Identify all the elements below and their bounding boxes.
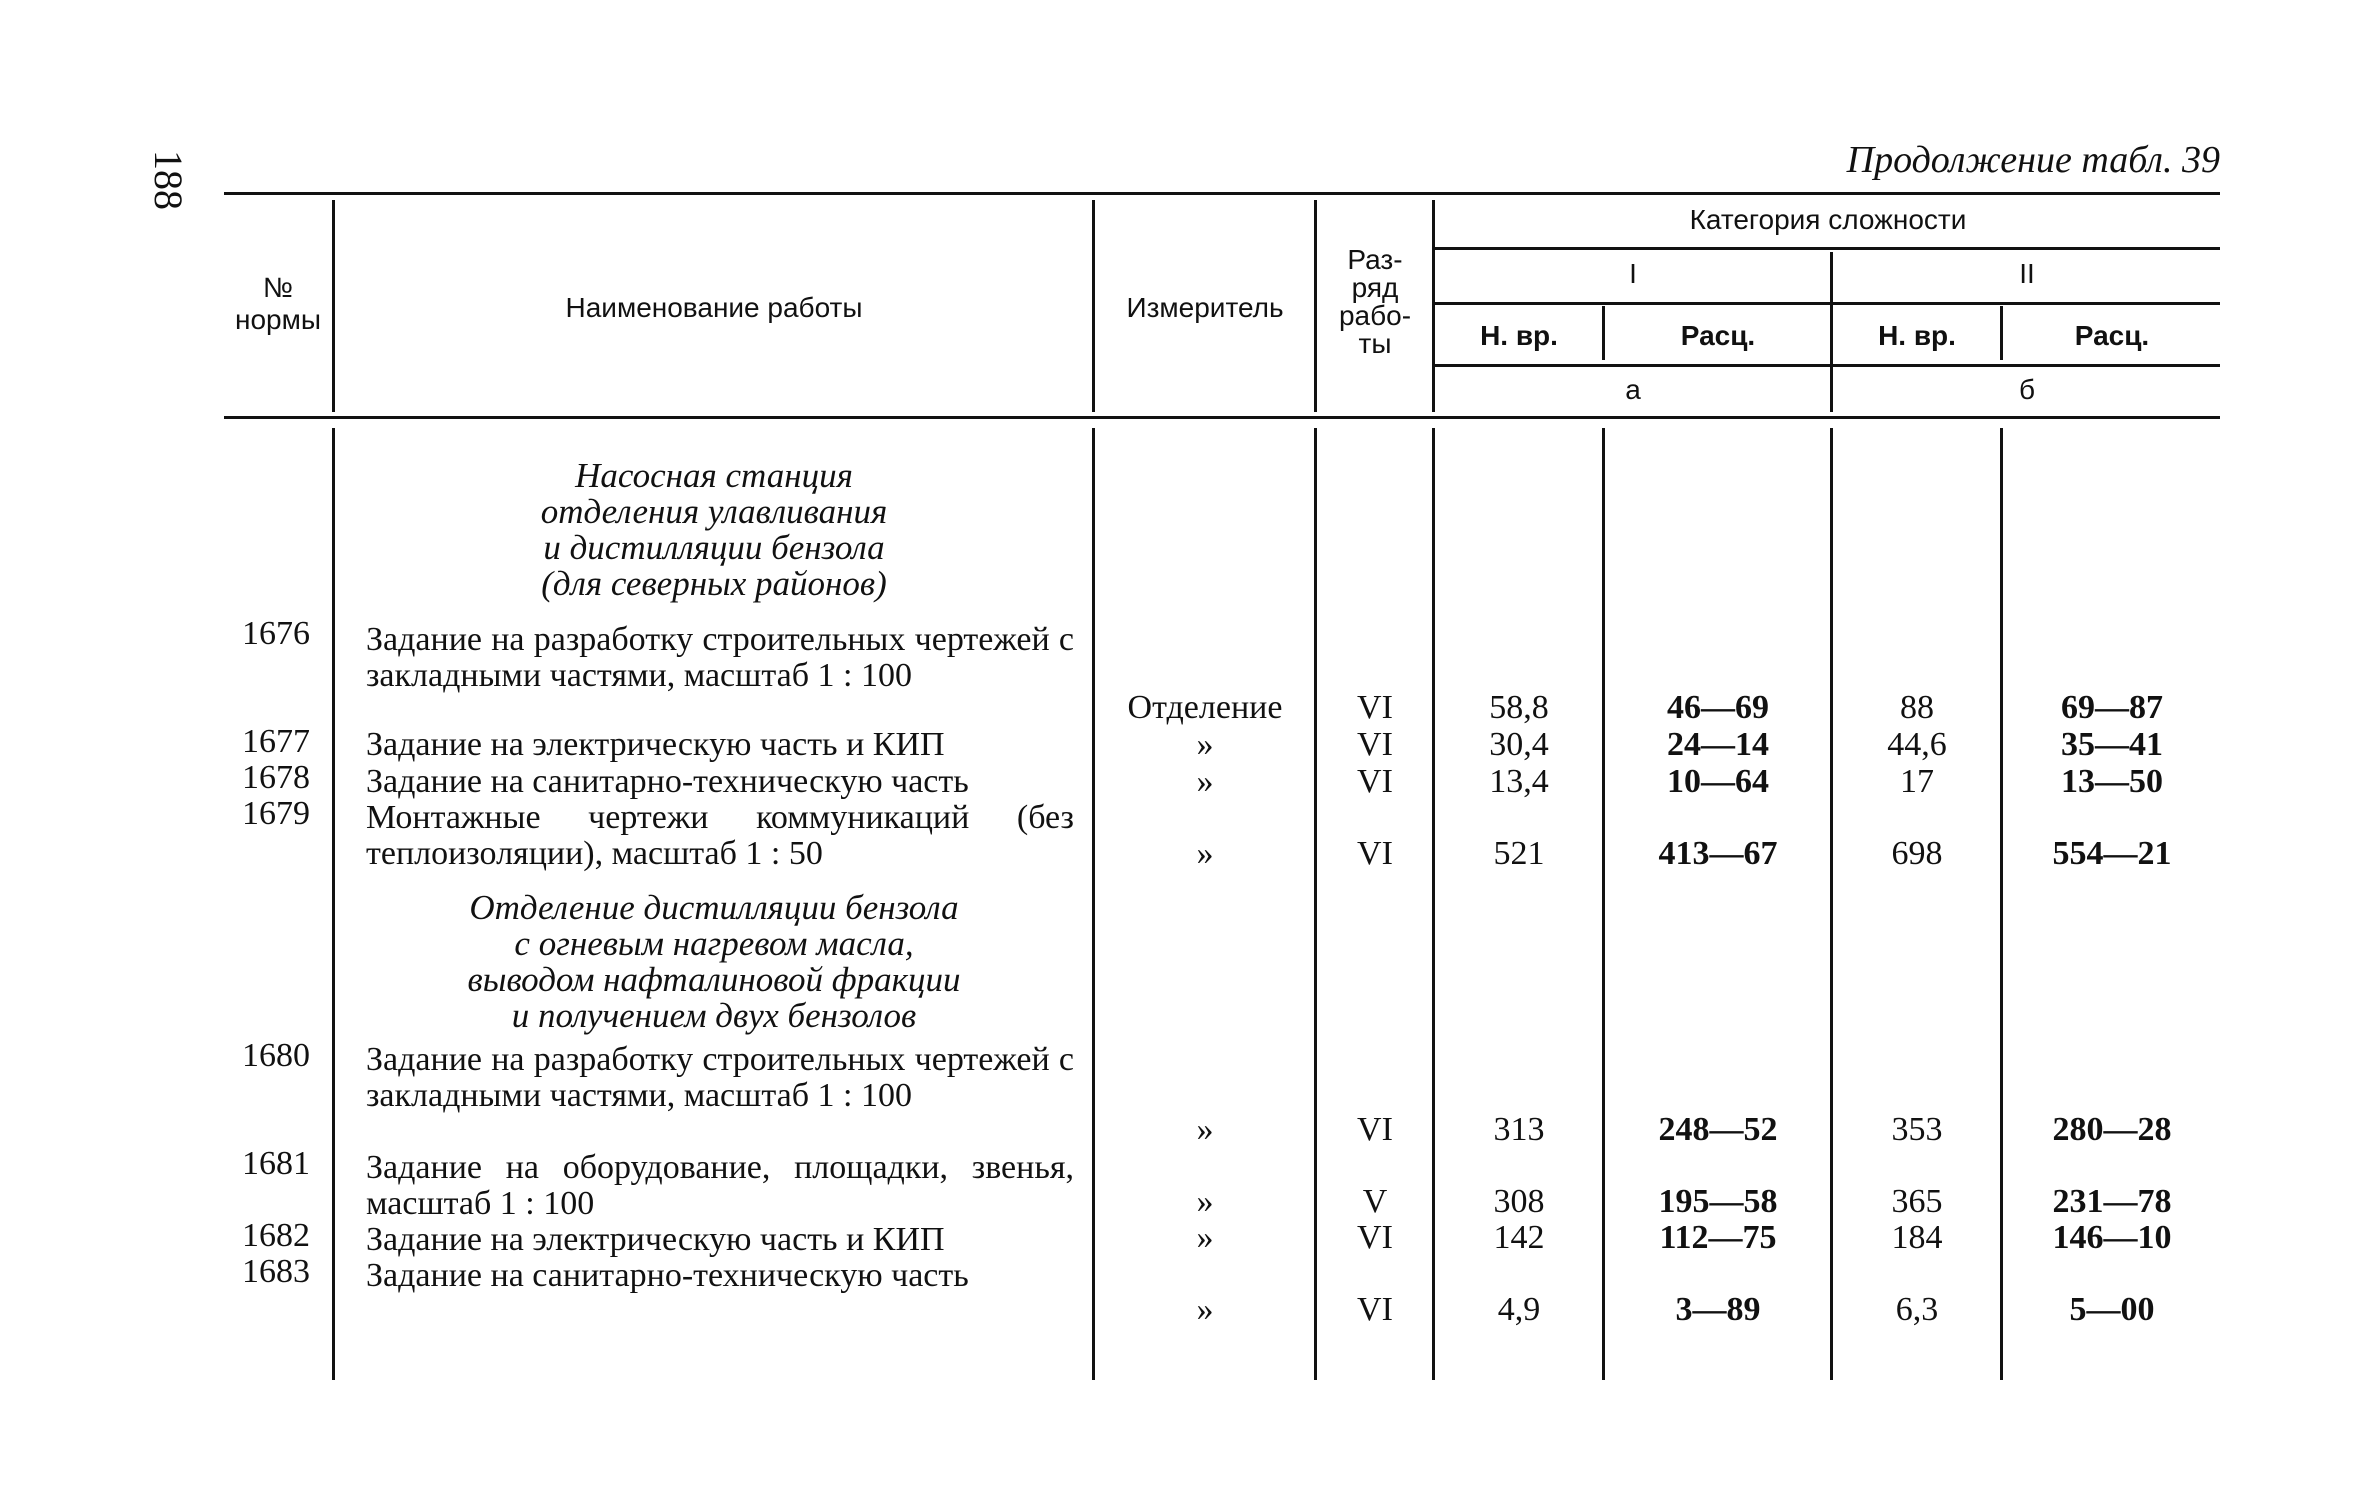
- header-unit: Измеритель: [1126, 292, 1284, 323]
- header-divider: [1314, 200, 1317, 412]
- time-I: 4,9: [1497, 1291, 1541, 1328]
- norm-number: 1678: [242, 759, 310, 796]
- section-title: Насосная станция отделения улавливания и дистилляции бензола (для северных районов): [540, 456, 888, 603]
- header-divider: [2000, 306, 2003, 360]
- time-II: 17: [1900, 763, 1934, 800]
- unit: »: [1196, 726, 1214, 763]
- time-II: 184: [1891, 1219, 1943, 1256]
- time-I: 142: [1493, 1219, 1545, 1256]
- work-name: Задание на электрическую часть и КИП: [366, 726, 945, 763]
- rate-I: 112—75: [1659, 1219, 1777, 1256]
- grade: VI: [1357, 1111, 1393, 1148]
- header-divider: [1830, 252, 1833, 412]
- norm-number: 1683: [242, 1253, 310, 1290]
- unit: Отделение: [1127, 689, 1283, 726]
- grade: VI: [1357, 726, 1393, 763]
- time-II: 44,6: [1887, 726, 1947, 763]
- rate-II: 280—28: [2052, 1111, 2172, 1148]
- unit: »: [1196, 1111, 1214, 1148]
- grade: VI: [1357, 763, 1393, 800]
- rate-II: 35—41: [2061, 726, 2163, 763]
- unit: »: [1196, 763, 1214, 800]
- time-I: 30,4: [1489, 726, 1549, 763]
- grade: VI: [1357, 689, 1393, 726]
- norm-number: 1679: [242, 795, 310, 832]
- norm-number: 1681: [242, 1145, 310, 1182]
- header-time-I: Н. вр.: [1480, 320, 1558, 351]
- time-I: 13,4: [1489, 763, 1549, 800]
- category-rule: [1432, 302, 2220, 305]
- time-I: 521: [1493, 835, 1545, 872]
- rate-I: 46—69: [1667, 689, 1769, 726]
- header-divider: [332, 200, 335, 412]
- header-bottom-rule: [224, 416, 2220, 419]
- body-divider: [1432, 428, 1435, 1380]
- header-work-name: Наименование работы: [565, 292, 863, 323]
- header-rate-II: Расц.: [2074, 320, 2150, 351]
- grade: VI: [1357, 1291, 1393, 1328]
- time-II: 6,3: [1895, 1291, 1939, 1328]
- work-name: Задание на оборудование, площадки, звенья, масштаб 1 : 100: [366, 1149, 1074, 1222]
- work-name: Задание на санитарно-техническую часть: [366, 763, 969, 800]
- table-caption: Продолжение табл. 39: [1846, 139, 2220, 181]
- norm-number: 1677: [242, 723, 310, 760]
- header-divider: [1432, 200, 1435, 412]
- grade: VI: [1357, 1219, 1393, 1256]
- rate-I: 413—67: [1658, 835, 1778, 872]
- norm-number: 1676: [242, 615, 310, 652]
- header-divider: [1602, 306, 1605, 360]
- rate-II: 554—21: [2052, 835, 2172, 872]
- time-I: 313: [1493, 1111, 1545, 1148]
- page-number: 188: [146, 150, 191, 210]
- category-rule: [1432, 364, 2220, 367]
- header-time-II: Н. вр.: [1878, 320, 1956, 351]
- header-col-b: б: [2018, 374, 2036, 405]
- unit: »: [1196, 835, 1214, 872]
- unit: »: [1196, 1291, 1214, 1328]
- time-II: 88: [1900, 689, 1934, 726]
- time-I: 308: [1493, 1183, 1545, 1220]
- section-title: Отделение дистилляции бензола с огневым нагревом масла, выводом нафталиновой фракции и получением двух бензолов: [467, 888, 961, 1035]
- norm-number: 1680: [242, 1037, 310, 1074]
- body-divider: [332, 428, 335, 1380]
- header-grade: Раз- ряд рабо- ты: [1338, 244, 1412, 359]
- time-I: 58,8: [1489, 689, 1549, 726]
- rate-I: 24—14: [1667, 726, 1769, 763]
- time-II: 353: [1891, 1111, 1943, 1148]
- header-rate-I: Расц.: [1680, 320, 1756, 351]
- rate-II: 146—10: [2052, 1219, 2172, 1256]
- work-name: Задание на разработку строительных чертежей с закладными частями, масштаб 1 : 100: [366, 1041, 1074, 1114]
- body-divider: [1314, 428, 1317, 1380]
- time-II: 365: [1891, 1183, 1943, 1220]
- norm-number: 1682: [242, 1217, 310, 1254]
- category-rule: [1432, 247, 2220, 250]
- body-divider: [1602, 428, 1605, 1380]
- body-divider: [1830, 428, 1833, 1380]
- rate-II: 5—00: [2069, 1291, 2155, 1328]
- header-category: Категория сложности: [1689, 204, 1967, 235]
- rate-I: 195—58: [1658, 1183, 1778, 1220]
- body-divider: [2000, 428, 2003, 1380]
- header-col-a: а: [1625, 374, 1641, 405]
- unit: »: [1196, 1219, 1214, 1256]
- unit: »: [1196, 1183, 1214, 1220]
- rate-II: 13—50: [2061, 763, 2163, 800]
- grade: VI: [1357, 835, 1393, 872]
- table-top-rule: [224, 192, 2220, 195]
- body-divider: [1092, 428, 1095, 1380]
- rate-II: 69—87: [2061, 689, 2163, 726]
- header-category-II: II: [2019, 258, 2035, 289]
- header-category-I: I: [1629, 258, 1637, 289]
- rate-I: 3—89: [1675, 1291, 1761, 1328]
- work-name: Задание на разработку строительных чертежей с закладными частями, масштаб 1 : 100: [366, 621, 1074, 694]
- work-name: Задание на электрическую часть и КИП: [366, 1221, 945, 1258]
- time-II: 698: [1891, 835, 1943, 872]
- rate-I: 248—52: [1658, 1111, 1778, 1148]
- rate-II: 231—78: [2052, 1183, 2172, 1220]
- work-name: Задание на санитарно-техническую часть: [366, 1257, 969, 1294]
- header-divider: [1092, 200, 1095, 412]
- work-name: Монтажные чертежи коммуникаций (без теплоизоляции), масштаб 1 : 50: [366, 799, 1074, 872]
- header-norm-no: № нормы: [235, 272, 321, 335]
- rate-I: 10—64: [1667, 763, 1769, 800]
- grade: V: [1362, 1183, 1388, 1220]
